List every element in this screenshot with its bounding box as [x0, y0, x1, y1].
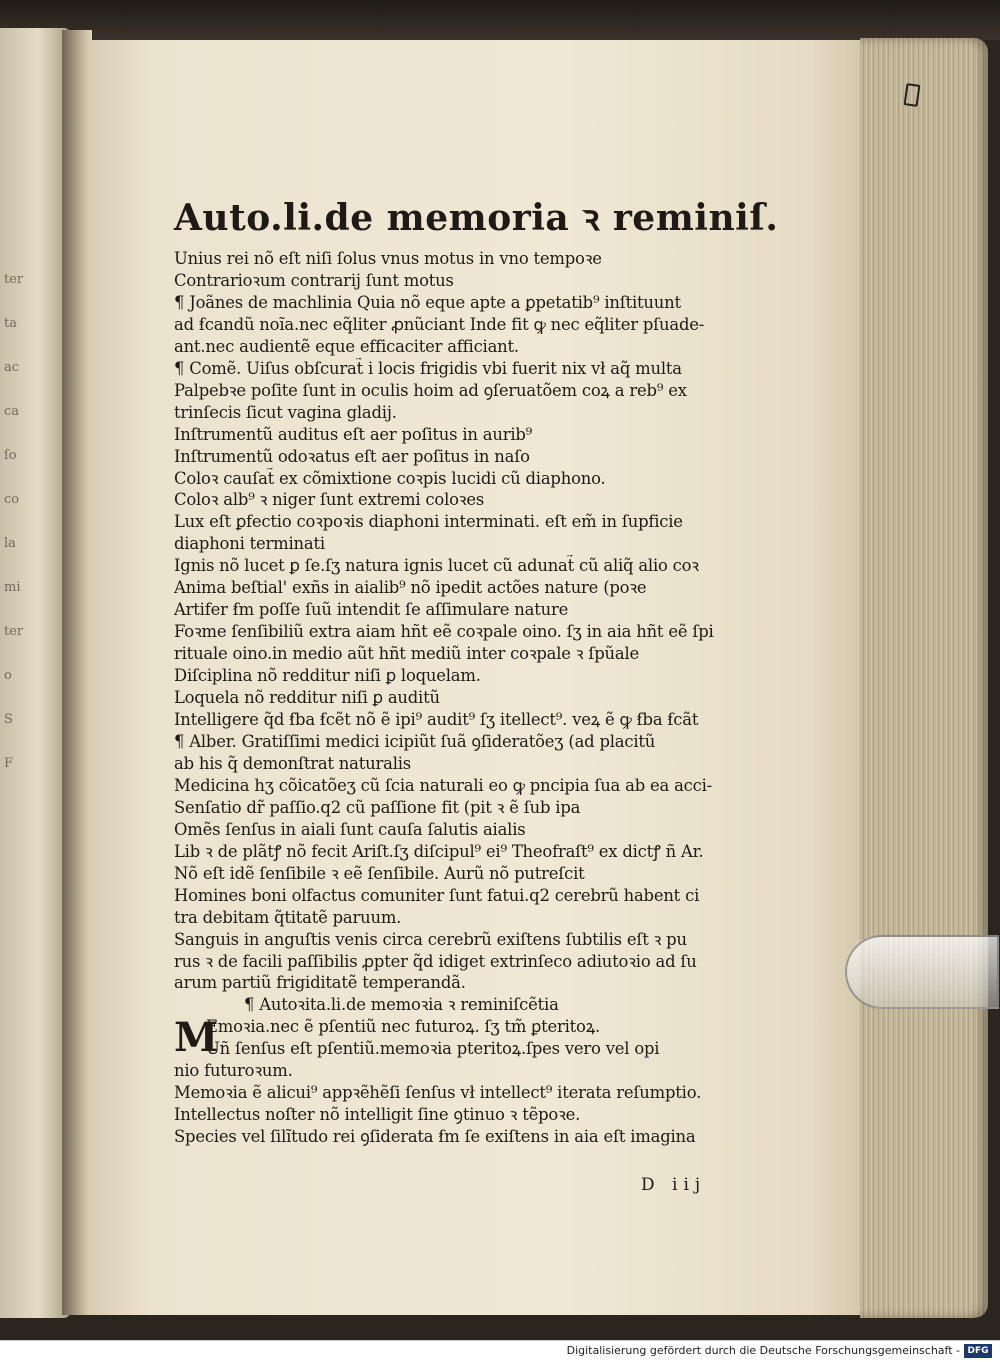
page-title: Auto.li.de memoria ꝛ reminiſ. — [174, 197, 779, 239]
text-line: Palpebꝛe poſite ſunt in oculis hoim ad ꝯſeruatõem coꝝ a reb⁹ ex — [174, 380, 687, 400]
text-line: ¶ Alber. Gratiſſimi medici icipiũt ſuã ꝯſideratõeʒ (ad placitũ — [174, 731, 656, 751]
text-line: ab his q̃ demonſtrat naturalis — [174, 753, 411, 773]
text-line: Ignis nõ lucet ꝑ ſe.ſʒ natura ignis lucet cũ adunat̃ cũ aliq̃ alio coꝛ — [174, 556, 699, 576]
text-line: Lux eſt ꝑfectio coꝛpoꝛis diaphoni interminati. eſt em̃ in ſupficie — [174, 512, 683, 532]
text-line: Lib ꝛ de plãtꝭ nõ fecit Ariſt.ſʒ diſcipul⁹ ei⁹ Theofraſt⁹ ex dictꝭ ñ Ar. — [174, 841, 704, 861]
text-lines — [174, 248, 734, 994]
text-line: Intelligere q̃d ẜba ẜcẽt nõ ẽ ipi⁹ audit⁹ ſʒ itellect⁹. veꝝ ẽ ꝙ ẜba ẜcãt — [174, 710, 699, 730]
text-line: Inſtrumentũ odoꝛatus eſt aer poſitus in naſo — [174, 446, 530, 466]
left-page-fragment: ter — [4, 624, 24, 639]
text-lines-after-dropcap — [174, 1016, 734, 1148]
left-page-fragment: o — [4, 668, 12, 683]
text-line: Uñ ſenſus eſt pſentiũ.memoꝛia pteritoꝝ.ſpes vero vel opi — [206, 1039, 660, 1059]
text-line: tra debitam q̃titatẽ paruum. — [174, 907, 402, 927]
left-page-fragment: S — [4, 712, 13, 727]
left-page-fragment: ac — [4, 360, 20, 375]
left-page-edge — [0, 28, 70, 1318]
text-line: Intellectus noſter nõ intelligit ſine ꝯtinuo ꝛ tẽpoꝛe. — [174, 1105, 581, 1125]
dropcap-paragraph — [174, 1016, 734, 1148]
left-page-fragment: ter — [4, 272, 24, 287]
text-line: trinſecis ſicut vagina gladij. — [174, 402, 397, 422]
left-page-fragment: la — [4, 536, 16, 551]
text-line: Foꝛme ſenſibiliũ extra aiam hñt eẽ coꝛpale oino. ſʒ in aia hñt eẽ ſpi — [174, 622, 714, 642]
text-line: Contrarioꝛum contrarij ſunt motus — [174, 270, 454, 290]
dropcap-letter: M — [174, 1014, 219, 1062]
left-page-fragment: F — [4, 756, 14, 771]
footer-bar — [0, 1340, 1000, 1362]
text-line: Loquela nõ redditur niſi ꝑ auditũ — [174, 688, 440, 708]
text-line: ad ẜcandũ noĩa.nec eq̃liter ꝓnũciant Inde fit ꝙ nec eq̃liter pſuade- — [174, 314, 705, 334]
text-line: Medicina hʒ cõicatõeʒ cũ ſcia naturali eo ꝙ pncipia ſua ab ea acci- — [174, 775, 712, 795]
text-line: Sanguis in anguſtis venis circa cerebrũ exiſtens ſubtilis eſt ꝛ pu — [174, 929, 687, 949]
text-line: Coloꝛ cauſat̃ ex cõmixtione coꝛpis lucidi cũ diaphono. — [174, 468, 606, 488]
text-line: Senſatio dr̃ paſſio.q2 cũ paſſione fit (pit ꝛ ẽ ſub ipa — [174, 797, 581, 817]
left-page-fragments — [4, 258, 54, 786]
page-fore-edge — [860, 38, 988, 1318]
text-line: Homines boni olfactus comuniter ſunt fatui.q2 cerebrũ habent ci — [174, 885, 700, 905]
text-line: Species vel ſilĩtudo rei ꝯſiderata ẜm ſe exiſtens in aia eſt imagina — [174, 1127, 696, 1147]
glass-page-weight — [845, 935, 999, 1009]
text-line: rus ꝛ de facili paſſibilis ꝓpter q̃d idiget extrinſeco adiutoꝛio ad ſu — [174, 951, 697, 971]
text-line: rituale oino.in medio aũt hñt mediũ inter coꝛpale ꝛ ſpũale — [174, 644, 640, 664]
text-line: Anima beſtial' exñs in aialib⁹ nõ ipedit actões nature (poꝛe — [174, 578, 647, 598]
text-line: Memoꝛia ẽ alicui⁹ appꝛẽhẽſi ſenſus vł intellect⁹ iterata reſumptio. — [174, 1083, 702, 1103]
text-line: Coloꝛ alb⁹ ꝛ niger ſunt extremi coloꝛes — [174, 490, 485, 510]
text-line: Diſciplina nõ redditur niſi ꝑ loquelam. — [174, 666, 481, 686]
text-line: diaphoni terminati — [174, 534, 325, 554]
text-line: Nõ eſt idẽ ſenſibile ꝛ eẽ ſenſibile. Aurũ nõ putreſcit — [174, 863, 585, 883]
left-page-fragment: ta — [4, 316, 17, 331]
folio-signature: D iij — [641, 1175, 707, 1195]
text-line: ant.nec audientẽ eque efficaciter afficiant. — [174, 336, 519, 356]
text-line: Emoꝛia.nec ẽ pſentiũ nec futuroꝝ. ſʒ tm̃ ꝑteritoꝝ. — [206, 1017, 600, 1037]
text-line: ¶ Joãnes de machlinia Quia nõ eque apte a ꝑpetatib⁹ inſtituunt — [174, 292, 681, 312]
text-line: Omẽs ſenſus in aiali ſunt cauſa ſalutis aialis — [174, 819, 526, 839]
left-page-fragment: mi — [4, 580, 21, 595]
text-line: Inſtrumentũ auditus eſt aer poſitus in aurib⁹ — [174, 424, 533, 444]
footer-credit: Digitalisierung gefördert durch die Deutsche Forschungsgemeinschaft - — [566, 1344, 960, 1357]
dfg-logo: DFG — [964, 1344, 992, 1358]
text-line: Unius rei nõ eſt niſi ſolus vnus motus in vno tempoꝛe — [174, 249, 602, 268]
left-page-fragment: co — [4, 492, 20, 507]
right-page — [88, 40, 873, 1315]
text-line: arum partiũ frigiditatẽ temperandã. — [174, 973, 466, 993]
text-line: nio futuroꝛum. — [174, 1061, 293, 1081]
text-line: Artifer ẜm poſſe ſuũ intendit ſe aſſimulare nature — [174, 600, 569, 620]
subheading: ¶ Autoꝛita.li.de memoꝛia ꝛ reminiſcẽtia — [244, 995, 559, 1015]
page-text-block — [174, 190, 779, 1148]
book-cover-edge — [0, 0, 1000, 40]
left-page-fragment: ſo — [4, 448, 17, 463]
left-page-fragment: ca — [4, 404, 20, 419]
text-line: ¶ Comẽ. Uiſus obſcurat̃ i locis frigidis vbi fuerit nix vł aq̃ multa — [174, 358, 682, 378]
